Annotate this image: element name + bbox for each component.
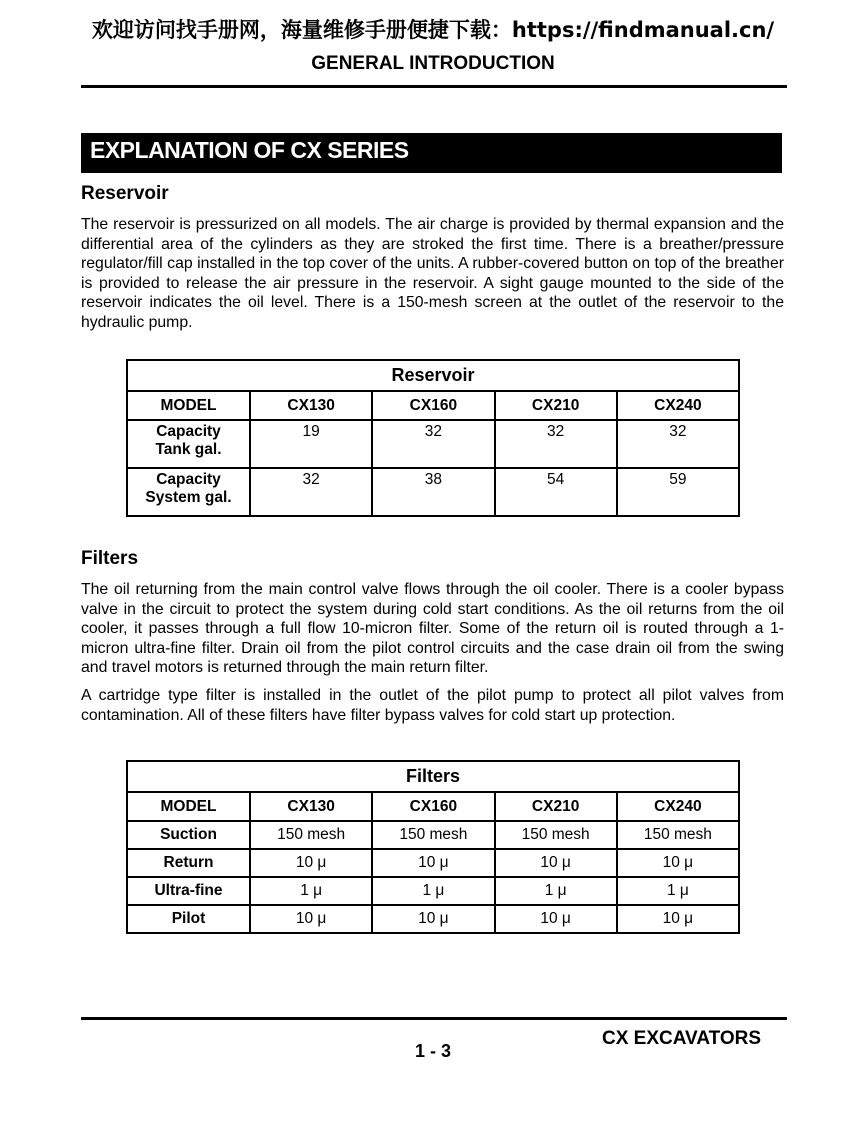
column-header: CX210 [495, 391, 617, 420]
table-cell: 1 μ [617, 877, 739, 905]
column-header: CX130 [250, 391, 372, 420]
row-label [127, 468, 250, 516]
table-row [127, 420, 739, 468]
column-header: MODEL [127, 391, 250, 420]
row-label-line: Tank gal. [155, 441, 222, 458]
table-cell: 10 μ [372, 905, 494, 933]
footer-title: CX EXCAVATORS [602, 1028, 762, 1049]
table-cell: 54 [495, 468, 617, 516]
table-cell: 10 μ [250, 849, 372, 877]
column-header: MODEL [127, 792, 250, 821]
row-label: Pilot [127, 905, 250, 933]
reservoir-paragraph: The reservoir is pressurized on all models. The air charge is provided by thermal expansion and the differential area of the cylinders as they are stroked the first time. There is a breather/pressure regulator/fill cap installed in the top cover of the units. A rubber-covered button on top of the breather is provided to release the air pressure in the reservoir. A sight gauge mounted to the side of the reservoir indicates the oil level. There is a 150-mesh screen at the outlet of the reservoir to the hydraulic pump. [81, 216, 784, 331]
filters-paragraph: A cartridge type filter is installed in the outlet of the pilot pump to protect all pilot valves from contamination. All of these filters have filter bypass valves for cold start up protection. [81, 687, 784, 724]
table-row [127, 821, 739, 849]
table-cell: 150 mesh [495, 821, 617, 849]
table-row [127, 877, 739, 905]
filters-table [126, 760, 740, 934]
table-cell: 150 mesh [250, 821, 372, 849]
table-cell: 10 μ [250, 905, 372, 933]
column-header: CX160 [372, 391, 494, 420]
table-row [127, 905, 739, 933]
table-cell: 10 μ [617, 905, 739, 933]
filters-paragraph: The oil returning from the main control valve flows through the oil cooler. There is a cooler bypass valve in the circuit to protect the system during cold start conditions. As the oil returns from the oil cooler, it passes through a full flow 10-micron filter. Some of the return oil is routed through a 1-micron ultra-fine filter. Drain oil from the pilot control circuits and the case drain oil from the swing and travel motors is returned through the main return filter. [81, 581, 784, 677]
page-header-title: GENERAL INTRODUCTION [311, 53, 555, 74]
watermark-banner: 欢迎访问找手册网，海量维修手册便捷下载：https://findmanual.cn/ [91, 18, 775, 42]
table-cell: 150 mesh [617, 821, 739, 849]
column-header: CX130 [250, 792, 372, 821]
row-label: Suction [127, 821, 250, 849]
column-header: CX240 [617, 792, 739, 821]
table-row [127, 849, 739, 877]
table-cell: 10 μ [372, 849, 494, 877]
table-cell: 32 [495, 420, 617, 468]
row-label [127, 420, 250, 468]
header-rule [81, 85, 787, 88]
reservoir-heading: Reservoir [81, 183, 169, 204]
table-title: Filters [127, 761, 739, 792]
column-header: CX210 [495, 792, 617, 821]
page-number: 1 - 3 [414, 1041, 452, 1061]
table-cell: 10 μ [617, 849, 739, 877]
row-label-line: Capacity [156, 471, 221, 488]
table-cell: 32 [617, 420, 739, 468]
table-cell: 1 μ [250, 877, 372, 905]
table-title: Reservoir [127, 360, 739, 391]
table-cell: 32 [372, 420, 494, 468]
table-cell: 1 μ [372, 877, 494, 905]
table-cell: 32 [250, 468, 372, 516]
table-cell: 1 μ [495, 877, 617, 905]
row-label: Ultra-fine [127, 877, 250, 905]
row-label-line: System gal. [145, 489, 232, 506]
table-cell: 10 μ [495, 849, 617, 877]
reservoir-table [126, 359, 740, 517]
table-cell: 150 mesh [372, 821, 494, 849]
table-cell: 38 [372, 468, 494, 516]
row-label: Return [127, 849, 250, 877]
table-cell: 19 [250, 420, 372, 468]
table-row [127, 468, 739, 516]
table-cell: 59 [617, 468, 739, 516]
footer-rule [81, 1017, 787, 1020]
column-header: CX240 [617, 391, 739, 420]
column-header: CX160 [372, 792, 494, 821]
filters-heading: Filters [81, 548, 139, 569]
table-cell: 10 μ [495, 905, 617, 933]
row-label-line: Capacity [156, 423, 221, 440]
section-title-bar: EXPLANATION OF CX SERIES [81, 133, 782, 173]
